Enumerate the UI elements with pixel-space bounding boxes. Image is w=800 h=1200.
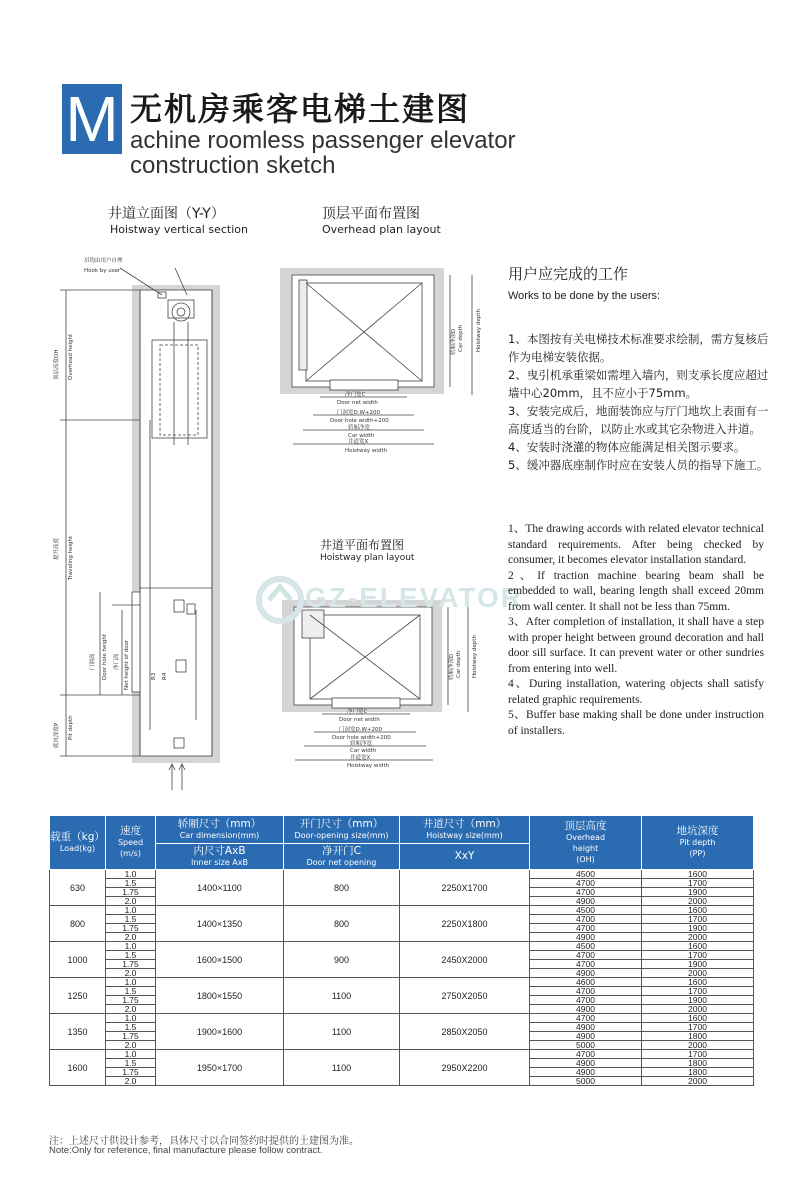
works-item-cn: 5、缓冲器底座制作时应在安装人员的指导下施工。 xyxy=(508,458,769,472)
plan-door-hole-width-en: Door hole width+200 xyxy=(332,735,391,741)
overhead-door-net-width-cn: 净门宽C xyxy=(345,392,366,398)
note-cn: 注：上述尺寸供设计参考，具体尺寸以合同签约时提供的土建图为准。 xyxy=(49,1136,359,1147)
hoistway-size-cell: 2250X1800 xyxy=(400,906,530,942)
hoistway-plan-subtitle: Hoistway plan layout xyxy=(320,553,415,563)
speed-cell: 1.0 xyxy=(106,978,156,987)
header-car-en: Car dimension(mm) xyxy=(179,830,260,840)
door-hole-height-label-en: Door hole height xyxy=(102,633,108,680)
plan-car-width-en: Car width xyxy=(350,748,377,754)
overhead-height-cell: 4700 xyxy=(530,879,642,888)
travel-height-label-en: Traveling height xyxy=(68,535,74,580)
overhead-height-cell: 4700 xyxy=(530,951,642,960)
speed-cell: 1.5 xyxy=(106,915,156,924)
page-title-en-line2: construction sketch xyxy=(130,152,336,179)
overhead-door-net-width-en: Door net width xyxy=(337,400,378,406)
load-cell: 1000 xyxy=(50,942,106,978)
table-body xyxy=(50,870,754,1086)
overhead-door-hole-width-cn: 门洞宽D.W+200 xyxy=(337,410,381,416)
table-row xyxy=(50,870,754,879)
overhead-height-cell: 4700 xyxy=(530,1014,642,1023)
car-size-cell: 1400×1100 xyxy=(156,870,284,906)
speed-cell: 1.0 xyxy=(106,870,156,879)
overhead-car-depth-cn: 轿厢净深D xyxy=(451,328,457,355)
hook-label-en: Hook by user xyxy=(84,268,121,274)
speed-cell: 1.75 xyxy=(106,924,156,933)
watermark-text: GZ-ELEVATOR xyxy=(305,582,523,613)
hook-label-cn: 吊钩由用户自理 xyxy=(84,258,123,264)
header-oh-en3: (OH) xyxy=(576,854,595,864)
overhead-height-cell: 4700 xyxy=(530,924,642,933)
header-oh-en2: height xyxy=(572,843,599,853)
car-size-cell: 1900×1600 xyxy=(156,1014,284,1050)
overhead-height-cell: 4500 xyxy=(530,942,642,951)
speed-cell: 1.0 xyxy=(106,906,156,915)
pit-depth-cell: 1900 xyxy=(642,996,754,1005)
load-cell: 630 xyxy=(50,870,106,906)
speed-cell: 1.5 xyxy=(106,879,156,888)
header-overhead xyxy=(530,816,642,870)
header-pit-cn: 地坑深度 xyxy=(676,825,719,837)
pit-depth-cell: 2000 xyxy=(642,969,754,978)
works-item-en: 3、After completion of installation, it shall have a step with proper height between ground decoration and hall door sill surface. It can prevent water or other sundries from entering into well. xyxy=(508,616,764,675)
door-hole-height-label-cn: 门洞高 xyxy=(90,653,96,670)
table-row xyxy=(50,978,754,987)
header-car-cn: 轿厢尺寸（mm） xyxy=(177,817,262,830)
header-pit xyxy=(642,816,754,870)
travel-height-label-cn: 提升高度 xyxy=(54,537,60,560)
pit-depth-cell: 1600 xyxy=(642,1014,754,1023)
overhead-hoist-width-cn: 井道宽X xyxy=(348,439,369,445)
door-opening-cell: 1100 xyxy=(284,1014,400,1050)
overhead-height-cell: 4500 xyxy=(530,870,642,879)
works-item-en: 5、Buffer base making shall be done under instruction of installers. xyxy=(508,709,764,737)
header-load-cn: 载重（kg） xyxy=(50,830,105,843)
pit-depth-cell: 1800 xyxy=(642,1059,754,1068)
overhead-height-cell: 4900 xyxy=(530,933,642,942)
overhead-height-cell: 4900 xyxy=(530,1032,642,1041)
header-car xyxy=(156,816,284,844)
table-row xyxy=(50,942,754,951)
header-door-cn: 开门尺寸（mm） xyxy=(299,817,384,830)
hoistway-size-cell: 2750X2050 xyxy=(400,978,530,1014)
works-list-cn xyxy=(508,330,770,474)
specification-table xyxy=(49,815,754,1086)
works-item-cn: 4、安装时浇灌的物体应能满足相关图示要求。 xyxy=(508,440,746,454)
overhead-height-cell: 4900 xyxy=(530,1005,642,1014)
header-inner-size xyxy=(156,844,284,870)
works-title-cn: 用户应完成的工作 xyxy=(508,265,629,283)
plan-door-net-width-cn: 净门宽C xyxy=(347,709,368,715)
header-speed-en: Speed xyxy=(117,838,144,847)
overhead-height-cell: 4700 xyxy=(530,996,642,1005)
hoistway-plan-title: 井道平面布置图 xyxy=(320,538,405,552)
header-pit-en1: Pit depth xyxy=(679,838,716,847)
header-hoist-en: Hoistway size(mm) xyxy=(426,830,503,840)
header-oh-en1: Overhead xyxy=(565,832,606,842)
overhead-height-cell: 4500 xyxy=(530,906,642,915)
rail-label-r4: R4 xyxy=(162,672,168,680)
header-load xyxy=(50,816,106,870)
header-net-cn: 净开门C xyxy=(322,844,361,857)
pit-depth-cell: 1600 xyxy=(642,978,754,987)
overhead-height-label-en: Overhead height xyxy=(68,333,74,380)
overhead-hoist-width-en: Hoistway width xyxy=(345,448,388,454)
net-door-height-label-cn: 净门高 xyxy=(114,653,120,670)
table-row xyxy=(50,1050,754,1059)
overhead-height-cell: 4900 xyxy=(530,1068,642,1077)
overhead-car-width-en: Car width xyxy=(348,433,375,439)
overhead-height-cell: 4900 xyxy=(530,897,642,906)
hoistway-size-cell: 2450X2000 xyxy=(400,942,530,978)
pit-depth-cell: 1600 xyxy=(642,942,754,951)
overhead-height-cell: 4700 xyxy=(530,987,642,996)
table-row xyxy=(50,906,754,915)
hoistway-size-cell: 2950X2200 xyxy=(400,1050,530,1086)
plan-hoist-depth-en: Hoistway depth xyxy=(472,635,478,678)
plan-car-depth-en: Car depth xyxy=(456,650,462,678)
page-title-cn: 无机房乘客电梯土建图 xyxy=(130,90,471,128)
load-cell: 800 xyxy=(50,906,106,942)
pit-depth-label-cn: 底坑深度P xyxy=(54,722,60,748)
pit-depth-cell: 1700 xyxy=(642,879,754,888)
overhead-car-width-cn: 轿厢净宽 xyxy=(348,425,371,431)
door-opening-cell: 1100 xyxy=(284,1050,400,1086)
load-cell: 1600 xyxy=(50,1050,106,1086)
door-opening-cell: 800 xyxy=(284,870,400,906)
speed-cell: 2.0 xyxy=(106,1005,156,1014)
plan-hoist-width-cn: 井道宽X xyxy=(350,755,371,761)
load-cell: 1250 xyxy=(50,978,106,1014)
overhead-height-cell: 4900 xyxy=(530,1023,642,1032)
load-cell: 1350 xyxy=(50,1014,106,1050)
vertical-section-subtitle: Hoistway vertical section xyxy=(110,223,248,236)
speed-cell: 1.75 xyxy=(106,960,156,969)
pit-depth-cell: 2000 xyxy=(642,1041,754,1050)
pit-depth-cell: 2000 xyxy=(642,1077,754,1086)
hoistway-size-cell: 2850X2050 xyxy=(400,1014,530,1050)
plan-car-width-cn: 轿厢净宽 xyxy=(350,741,373,747)
speed-cell: 1.75 xyxy=(106,996,156,1005)
speed-cell: 1.5 xyxy=(106,1023,156,1032)
header-xy-label: XxY xyxy=(454,850,475,862)
pit-depth-cell: 1900 xyxy=(642,924,754,933)
pit-depth-cell: 1700 xyxy=(642,987,754,996)
speed-cell: 1.5 xyxy=(106,987,156,996)
car-size-cell: 1800×1550 xyxy=(156,978,284,1014)
header-net-opening xyxy=(284,844,400,870)
speed-cell: 1.75 xyxy=(106,1032,156,1041)
vertical-section-title: 井道立面图（Y-Y） xyxy=(108,206,225,222)
speed-cell: 1.5 xyxy=(106,951,156,960)
pit-depth-cell: 2000 xyxy=(642,897,754,906)
overhead-height-cell: 5000 xyxy=(530,1041,642,1050)
overhead-plan-title: 顶层平面布置图 xyxy=(322,206,420,222)
plan-hoist-width-en: Hoistway width xyxy=(347,763,390,769)
pit-depth-label-en: Pit depth xyxy=(68,715,74,740)
page-title-en-line1: achine roomless passenger elevator xyxy=(130,127,516,154)
header-hoist-cn: 井道尺寸（mm） xyxy=(422,817,507,830)
overhead-plan-subtitle: Overhead plan layout xyxy=(322,223,441,236)
plan-door-net-width-en: Door net width xyxy=(339,717,380,723)
speed-cell: 1.75 xyxy=(106,888,156,897)
header-net-en: Door net opening xyxy=(306,857,377,867)
vertical-section-drawing xyxy=(60,268,220,790)
speed-cell: 2.0 xyxy=(106,969,156,978)
overhead-height-cell: 4600 xyxy=(530,978,642,987)
plan-car-depth-cn: 轿厢净深D xyxy=(449,653,455,680)
table-row xyxy=(50,1014,754,1023)
overhead-door-hole-width-en: Door hole width+200 xyxy=(330,418,389,424)
car-size-cell: 1400×1350 xyxy=(156,906,284,942)
header-hoist xyxy=(400,816,530,844)
speed-cell: 1.0 xyxy=(106,1014,156,1023)
speed-cell: 1.0 xyxy=(106,1050,156,1059)
overhead-height-cell: 4700 xyxy=(530,960,642,969)
pit-depth-cell: 1700 xyxy=(642,951,754,960)
pit-depth-cell: 1700 xyxy=(642,1050,754,1059)
works-item-cn: 2、曳引机承重梁如需埋入墙内，则支承长度应超过墙中心20mm，且不应小于75mm。 xyxy=(508,368,769,400)
header-door-en: Door-opening size(mm) xyxy=(294,830,389,840)
header-speed-unit: (m/s) xyxy=(120,849,141,858)
pit-depth-cell: 1600 xyxy=(642,870,754,879)
overhead-height-cell: 4900 xyxy=(530,969,642,978)
header-inner-cn: 内尺寸AxB xyxy=(193,844,246,857)
pit-depth-cell: 2000 xyxy=(642,1005,754,1014)
speed-cell: 1.5 xyxy=(106,1059,156,1068)
car-size-cell: 1600×1500 xyxy=(156,942,284,978)
overhead-hoist-depth-en: Hoistway depth xyxy=(476,309,482,352)
header-load-en: Load(kg) xyxy=(59,843,96,853)
title-initial-letter: M xyxy=(62,84,122,154)
works-list-en xyxy=(508,522,764,739)
speed-cell: 2.0 xyxy=(106,933,156,942)
speed-cell: 2.0 xyxy=(106,1041,156,1050)
header-speed xyxy=(106,816,156,870)
overhead-height-label-cn: 顶层高度OH xyxy=(54,349,60,380)
note-en: Note:Only for reference, final manufacture please follow contract. xyxy=(49,1145,323,1156)
plan-door-hole-width-cn: 门洞宽D.W+200 xyxy=(339,727,383,733)
overhead-height-cell: 4700 xyxy=(530,915,642,924)
pit-depth-cell: 1700 xyxy=(642,1023,754,1032)
car-size-cell: 1950×1700 xyxy=(156,1050,284,1086)
hoistway-size-cell: 2250X1700 xyxy=(400,870,530,906)
door-opening-cell: 900 xyxy=(284,942,400,978)
header-door xyxy=(284,816,400,844)
rail-label-r3: R3 xyxy=(151,672,157,680)
overhead-height-cell: 4900 xyxy=(530,1059,642,1068)
overhead-height-cell: 4700 xyxy=(530,1050,642,1059)
pit-depth-cell: 1800 xyxy=(642,1032,754,1041)
works-item-cn: 1、本图按有关电梯技术标准要求绘制，需方复核后作为电梯安装依据。 xyxy=(508,332,769,364)
header-inner-en: Inner size AxB xyxy=(190,857,248,867)
works-item-en: 1、The drawing accords with related elevator technical standard requirements. After being checked by consumer, it becomes elevator installation standard. xyxy=(508,523,764,566)
door-opening-cell: 1100 xyxy=(284,978,400,1014)
speed-cell: 1.75 xyxy=(106,1068,156,1077)
speed-cell: 2.0 xyxy=(106,897,156,906)
speed-cell: 1.0 xyxy=(106,942,156,951)
pit-depth-cell: 1900 xyxy=(642,960,754,969)
works-title-en: Works to be done by the users: xyxy=(508,290,661,302)
header-pit-en2: (PP) xyxy=(689,849,706,858)
pit-depth-cell: 2000 xyxy=(642,933,754,942)
overhead-height-cell: 5000 xyxy=(530,1077,642,1086)
pit-depth-cell: 1900 xyxy=(642,888,754,897)
pit-depth-cell: 1700 xyxy=(642,915,754,924)
pit-depth-cell: 1800 xyxy=(642,1068,754,1077)
overhead-car-depth-en: Car depth xyxy=(458,324,464,352)
works-item-en: 2、If traction machine bearing beam shall be embedded to wall, bearing length shall exceed 20mm from wall center. It shall not be less than 75mm. xyxy=(508,569,764,613)
door-opening-cell: 800 xyxy=(284,906,400,942)
header-oh-cn: 顶层高度 xyxy=(564,819,607,832)
works-item-en: 4、During installation, watering objects shall satisfy related graphic requirements. xyxy=(508,678,764,706)
speed-cell: 2.0 xyxy=(106,1077,156,1086)
works-item-cn: 3、安装完成后，地面装饰应与厅门地坎上表面有一高度适当的台阶，以防止水或其它杂物进入井道。 xyxy=(508,404,769,436)
header-speed-cn: 速度 xyxy=(120,825,141,837)
overhead-height-cell: 4700 xyxy=(530,888,642,897)
net-door-height-label-en: Net height of door xyxy=(124,639,130,690)
header-xy xyxy=(400,844,530,870)
pit-depth-cell: 1600 xyxy=(642,906,754,915)
